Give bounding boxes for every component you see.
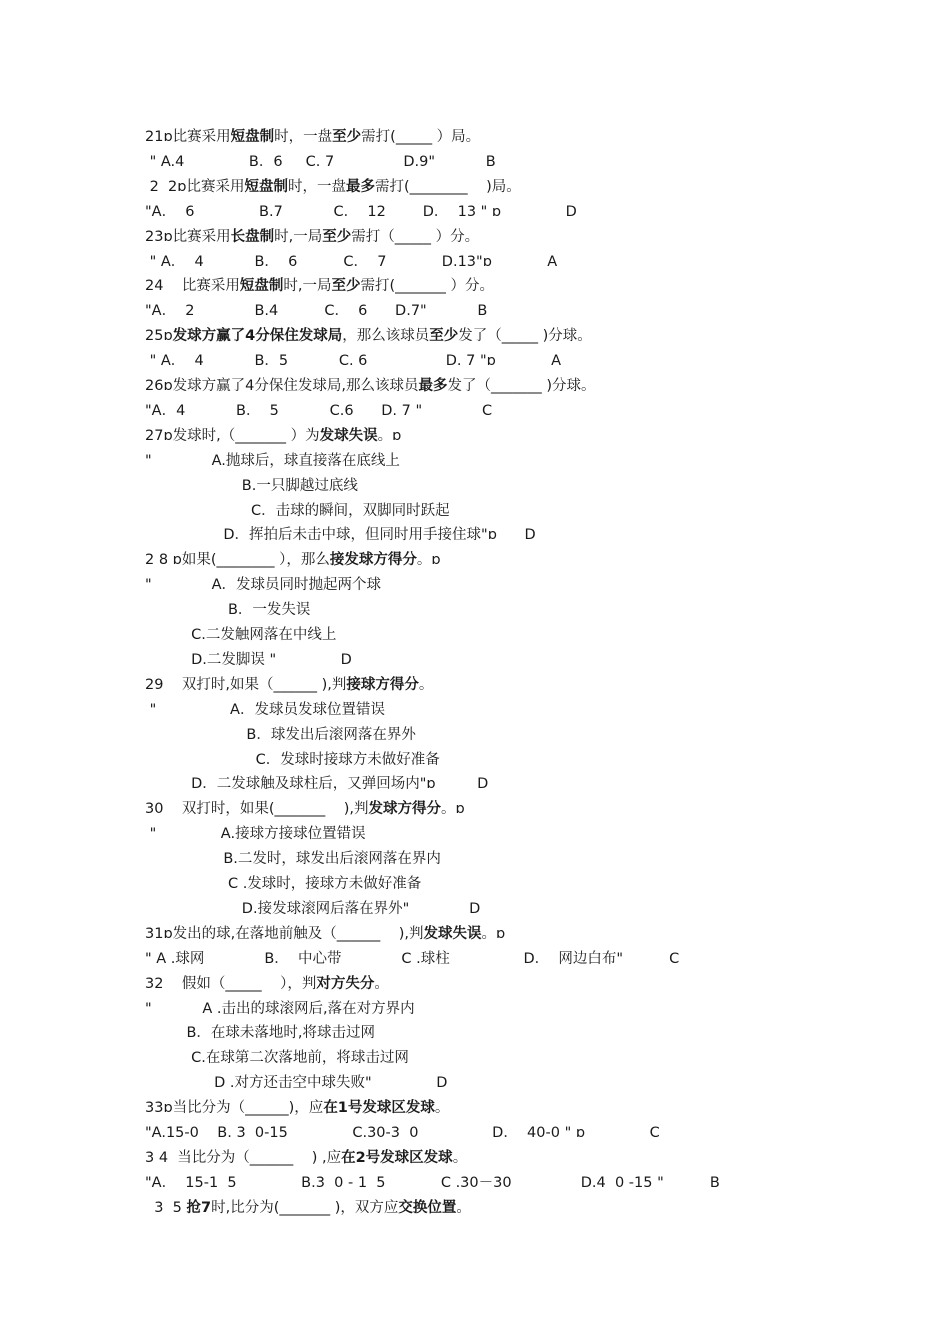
bold-text: 发球失误 [423,925,482,942]
bold-text: 对方失分 [316,975,375,992]
text-line [145,947,679,972]
text-run: 21ɒ比赛采用 [145,129,231,145]
text-run: 需打（_____ ）分。 [351,228,480,245]
text-line [145,797,465,822]
text-line [145,1021,375,1046]
text-line [145,598,310,623]
text-line [145,200,577,225]
text-run: 发了（_____ )分球。 [458,328,592,345]
text-run: C.二发触网落在中线上 [145,627,337,643]
text-run: " A． 4 B．5 C. 6 D. 7 "ɒ A [145,353,562,370]
text-line [145,872,421,897]
text-run: 2 8 ɒ如果(________ ），那么 [145,552,330,569]
bold-text: 在2号发球区发球 [341,1149,453,1166]
text-run: " A .球网 B． 中心带 C .球柱 D． 网边白布" C [145,950,680,967]
text-run: 3 4 当比分为（______ ) ,应 [145,1149,342,1166]
text-line [145,723,416,748]
text-run: 。 [374,975,389,992]
text-run: 时,比分为(_______ )，双方应 [211,1199,399,1216]
text-run: 需打(_______ ）分。 [360,278,495,295]
text-line [145,897,480,922]
text-run: 时,一局 [283,278,332,295]
text-run: 26ɒ发球方赢了4分保住发球局,那么该球员 [145,378,419,394]
bold-text: 短盘制 [244,178,288,195]
text-run: C．击球的瞬间，双脚同时跃起 [145,502,450,519]
text-line [145,1196,471,1221]
bold-text: 最多 [418,378,448,394]
bold-text: 短盘制 [230,129,275,145]
text-run: 3 5 [145,1199,187,1216]
text-run: " A．发球员发球位置错误 [145,701,385,718]
bold-text: 至少 [331,278,361,295]
text-line [145,274,494,299]
text-run: D．二发球触及球柱后，又弹回场内"ɒ D [145,776,489,793]
bold-text: 接发球方得分 [329,552,417,569]
text-line [145,374,596,399]
bold-text: 最多 [345,178,375,195]
text-run: 24 比赛采用 [145,278,240,295]
text-line [145,424,401,449]
text-run: C.在球第二次落地前，将球击过网 [145,1050,409,1067]
bold-text: 在1号发球区发球 [323,1100,435,1117]
text-run: 。ɒ [377,427,402,444]
text-run: 32 假如（_____ ），判 [145,975,317,992]
text-run: 。 [452,1149,468,1166]
text-line [145,623,336,648]
text-line [145,997,415,1022]
text-run: " A.抛球后，球直接落在底线上 [145,452,400,469]
text-line [145,125,480,150]
text-line [145,648,352,673]
bold-text: 至少 [332,129,362,145]
text-run: " A .击出的球滚网后,落在对方界内 [145,1000,415,1017]
bold-text: 发球失误 [319,427,378,444]
text-run: " A．发球员同时抛起两个球 [145,577,382,594]
text-line [145,698,385,723]
bold-text: 发球方赢了4分保住发球局 [172,328,343,345]
text-run: C．发球时接球方未做好准备 [145,751,440,768]
text-line [145,225,479,250]
text-line [145,922,505,947]
text-line [145,150,496,175]
text-line [145,1171,720,1196]
text-line [145,573,381,598]
text-run: " A． 4 B． 6 C． 7 D.13"ɒ A [145,253,558,270]
text-run: 29 双打时,如果（______ ),判 [145,676,347,693]
text-line [145,1071,447,1096]
bold-text: 长盘制 [230,228,275,245]
text-line [145,523,536,548]
text-line [145,250,557,275]
text-line [145,1096,449,1121]
text-line [145,474,358,499]
bold-text: 接球方得分 [346,676,419,693]
text-run: 。ɒ [441,801,465,818]
text-run: B．球发出后滚网落在界外 [145,726,416,743]
text-run: 25ɒ [145,328,173,345]
text-run: " A.4 B．6 C. 7 D.9" B [145,153,496,170]
text-line [145,175,521,200]
text-run: "A． 2 B.4 C． 6 D.7" B [145,303,488,320]
text-run: 。ɒ [481,925,506,942]
text-line [145,822,366,847]
text-run: 。ɒ [416,552,441,569]
text-line [145,847,441,872]
text-line [145,673,433,698]
text-run: " A.接球方接球位置错误 [145,826,366,843]
text-run: 。 [434,1100,450,1117]
text-line [145,324,592,349]
bold-text: 交换位置 [398,1199,457,1216]
text-run: D.接发球滚网后落在界外" D [145,900,481,917]
text-line [145,972,389,997]
text-line [145,1046,409,1071]
text-line [145,548,441,573]
text-run: D .对方还击空中球失败" D [145,1075,448,1092]
text-line [145,399,492,424]
text-run: 30 双打时，如果(_______ ),判 [145,801,369,818]
text-run: 需打(_____ ）局。 [361,129,481,145]
text-run: 时,一局 [274,228,323,245]
text-line [145,449,400,474]
text-run: B.一只脚越过底线 [145,477,358,494]
text-run: 需打(________ )局。 [374,178,521,195]
text-run: 时，一盘 [274,129,333,145]
text-run: D．挥拍后未击中球，但同时用手接住球"ɒ D [145,527,536,544]
text-run: "A.15-0 B. 3 0-15 C.30-3 0 D． 40-0 " ɒ C [145,1125,660,1141]
text-run: B．一发失误 [145,602,311,619]
text-run: "A． 6 B.7 C． 12 D． 13 " ɒ D [145,203,577,220]
bold-text: 短盘制 [239,278,284,295]
text-run: B．在球未落地时,将球击过网 [145,1025,376,1042]
text-run: 。 [418,676,434,693]
text-run: B.二发时，球发出后滚网落在界内 [145,851,441,868]
bold-text: 抢7 [186,1199,212,1216]
bold-text: 至少 [322,228,352,245]
text-line [145,748,440,773]
text-run: 31ɒ发出的球,在落地前触及（______ ),判 [145,925,424,942]
text-line [145,499,450,524]
text-line [145,1121,660,1146]
bold-text: 至少 [429,328,459,345]
text-line [145,772,488,797]
text-run: 27ɒ发球时,（_______ ）为 [145,427,320,444]
bold-text: 发球方得分 [368,801,441,818]
text-run: 。 [456,1199,471,1216]
text-run: C .发球时，接球方未做好准备 [145,876,422,892]
text-run: 23ɒ比赛采用 [145,228,231,245]
text-run: "A． 15-1 5 B.3 0 - 1 5 C .30－30 D.4 0 -15 " B [145,1174,720,1191]
text-run: 33ɒ当比分为（______)，应 [145,1100,324,1117]
text-line [145,349,561,374]
text-line [145,299,487,324]
text-run: D.二发脚误 " D [145,651,352,668]
text-run: 发了（_______ )分球。 [447,378,596,394]
text-run: 2 2ɒ比赛采用 [145,178,245,195]
text-run: 时，一盘 [287,178,346,195]
text-run: ，那么该球员 [342,328,430,345]
text-run: "A．4 B． 5 C.6 D. 7 " C [145,402,493,419]
text-line [145,1146,467,1171]
